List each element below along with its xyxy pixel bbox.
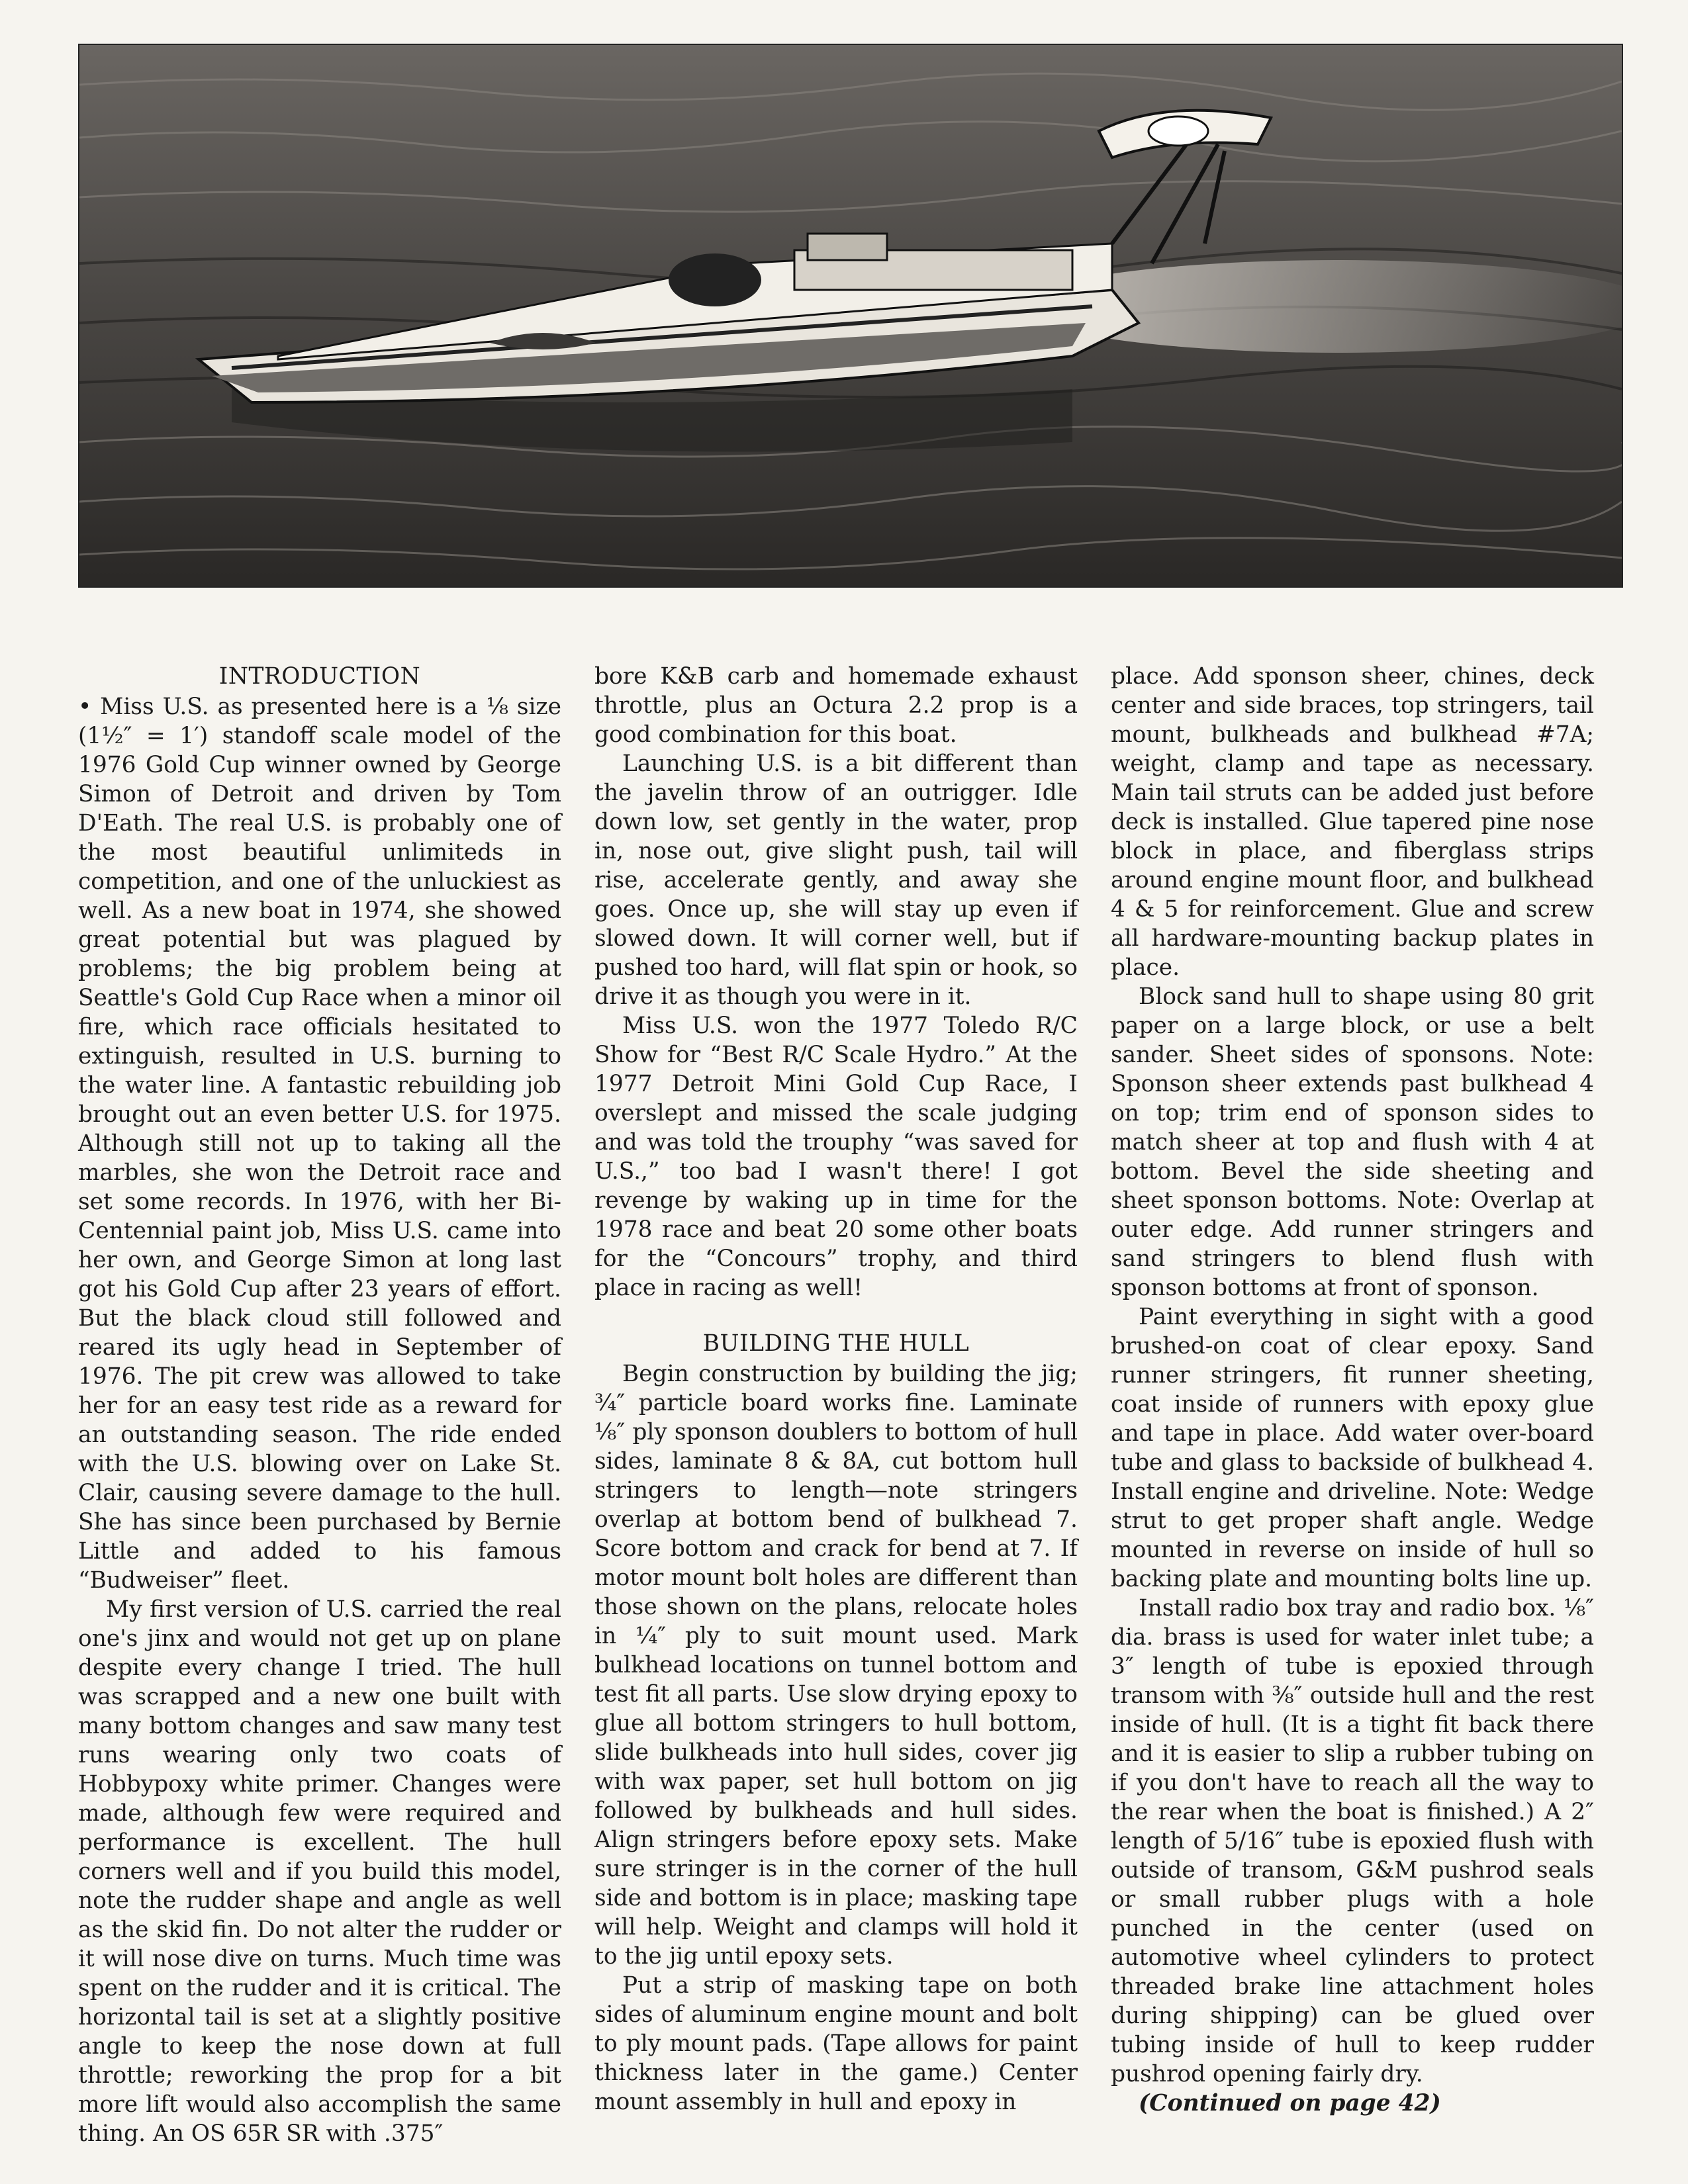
paragraph: Launching U.S. is a bit different than the javelin throw of an outrigger. Idle down low, set gently in the water, prop in, nose out, give slight push, tail will rise, accelerate gently, and away she goes. Once up, she will stay up even if slowed down. It will corner well, but if pushed too hard, will flat spin or hook, so drive it as though you were in it. (594, 751, 1078, 1010)
article-columns (78, 662, 1594, 2148)
paragraph: Block sand hull to shape using 80 grit paper on a large block, or use a belt sander. Sheet sides of sponsons. Note: Sponson sheer extends past bulkhead 4 on top; trim end of sponson sides to match sheer at top and flush with 4 at bottom. Bevel the side sheeting and sheet sponson bottoms. Note: Overlap at outer edge. Add runner stringers and sand stringers to blend flush with sponson bottoms at front of sponson. (1111, 983, 1594, 1301)
paragraph: Paint everything in sight with a good brushed-on coat of clear epoxy. Sand runner stringers, fit runner sheeting, coat inside of runners with epoxy glue and tape in place. Add water over-board tube and glass to backside of bulkhead 4. Install engine and driveline. Note: Wedge strut to get proper shaft angle. Wedge mounted in reverse on inside of hull so backing plate and mounting bolts line up. (1111, 1304, 1594, 1592)
column-2 (594, 662, 1078, 2148)
paragraph: place. Add sponson sheer, chines, deck center and side braces, top stringers, tail mount, bulkheads and bulkhead #7A; weight, clamp and tape as necessary. Main tail struts can be added just before deck is installed. Glue tapered pine nose block in place, and fiberglass strips around engine mount floor, and bulkhead 4 & 5 for reinforcement. Glue and screw all hardware-mounting backup plates in place. (1111, 663, 1594, 981)
boat-photo-illustration (79, 45, 1622, 586)
boat-photo (78, 44, 1623, 588)
paragraph: bore K&B carb and homemade exhaust throttle, plus an Octura 2.2 prop is a good combination for this boat. (594, 663, 1078, 748)
column-1 (78, 662, 561, 2148)
section-heading-building-the-hull: BUILDING THE HULL (702, 1330, 970, 1357)
paragraph: Miss U.S. won the 1977 Toledo R/C Show for “Best R/C Scale Hydro.” At the 1977 Detroit Mini Gold Cup Race, I overslept and missed the scale judging and was told the trouphy “was saved for U.S.,” too bad I wasn't there! I got revenge by waking up in time for the 1978 race and beat 20 some other boats for the “Concours” trophy, and third place in racing as well! (594, 1013, 1078, 1301)
paragraph: Begin construction by building the jig; ¾″ particle board works fine. Laminate ⅛″ ply sponson doublers to bottom of hull sides, laminate 8 & 8A, cut bottom hull stringers to length—note stringers overlap at bottom bend of bulkhead 7. Score bottom and crack for bend at 7. If motor mount bolt holes are different than those shown on the plans, relocate holes in ¼″ ply to suit mount used. Mark bulkhead locations on tunnel bottom and test fit all parts. Use slow drying epoxy to glue all bottom stringers to hull bottom, slide bulkheads into hull sides, cover jig with wax paper, set hull bottom on jig followed by bulkheads and hull sides. Align stringers before epoxy sets. Make sure stringer is in the corner of the hull side and bottom is in place; masking tape will help. Weight and clamps will hold it to the jig until epoxy sets. (594, 1361, 1078, 1970)
column-3 (1111, 662, 1594, 2148)
paragraph: • Miss U.S. as presented here is a ⅛ size (1½″ = 1′) standoff scale model of the 1976 Gold Cup winner owned by George Simon of Detroit and driven by Tom D'Eath. The real U.S. is probably one of the most beautiful unlimiteds in competition, and one of the unluckiest as well. As a new boat in 1974, she showed great potential but was plagued by problems; the big problem being at Seattle's Gold Cup Race when a minor oil fire, which race officials hesitated to extinguish, resulted in U.S. burning to the water line. A fantastic rebuilding job brought out an even better U.S. for 1975. Although still not up to taking all the marbles, she won the Detroit race and set some records. In 1976, with her Bi-Centennial paint job, Miss U.S. came into her own, and George Simon at long last got his Gold Cup after 23 years of effort. But the black cloud still followed and reared its ugly head in September of 1976. The pit crew was allowed to take her for an easy test ride as a reward for an outstanding season. The ride ended with the U.S. blowing over on Lake St. Clair, causing severe damage to the hull. She has since been purchased by Bernie Little and added to his famous “Budweiser” fleet. (78, 694, 561, 1594)
paragraph: Install radio box tray and radio box. ⅛″ dia. brass is used for water inlet tube; a 3″ length of tube is epoxied through transom with ⅜″ outside hull and the rest inside of hull. (It is a tight fit back there and it is easier to slip a rubber tubing on if you don't have to reach all the way to the rear when the boat is finished.) A 2″ length of 5/16″ tube is epoxied flush with outside of transom, G&M pushrod seals or small rubber plugs with a hole punched in the center (used on automotive wheel cylinders to protect threaded brake line attachment holes during shipping) can be glued over tubing inside of hull to keep rudder pushrod opening fairly dry. (1111, 1595, 1594, 2087)
paragraph: My first version of U.S. carried the real one's jinx and would not get up on plane despite every change I tried. The hull was scrapped and a new one built with many bottom changes and saw many test runs wearing only two coats of Hobbypoxy white primer. Changes were made, although few were required and performance is excellent. The hull corners well and if you build this model, note the rudder shape and angle as well as the skid fin. Do not alter the rudder or it will nose dive on turns. Much time was spent on the rudder and it is critical. The horizontal tail is set at a slightly positive angle to keep the nose down at full throttle; reworking the prop for a bit more lift would also accomplish the same thing. An OS 65R SR with .375″ (78, 1596, 561, 2147)
continued-note: (Continued on page 42) (1139, 2090, 1441, 2116)
section-heading-introduction: INTRODUCTION (218, 663, 421, 690)
paragraph: Put a strip of masking tape on both sides of aluminum engine mount and bolt to ply mount pads. (Tape allows for paint thickness later in the game.) Center mount assembly in hull and epoxy in (594, 1972, 1078, 2115)
